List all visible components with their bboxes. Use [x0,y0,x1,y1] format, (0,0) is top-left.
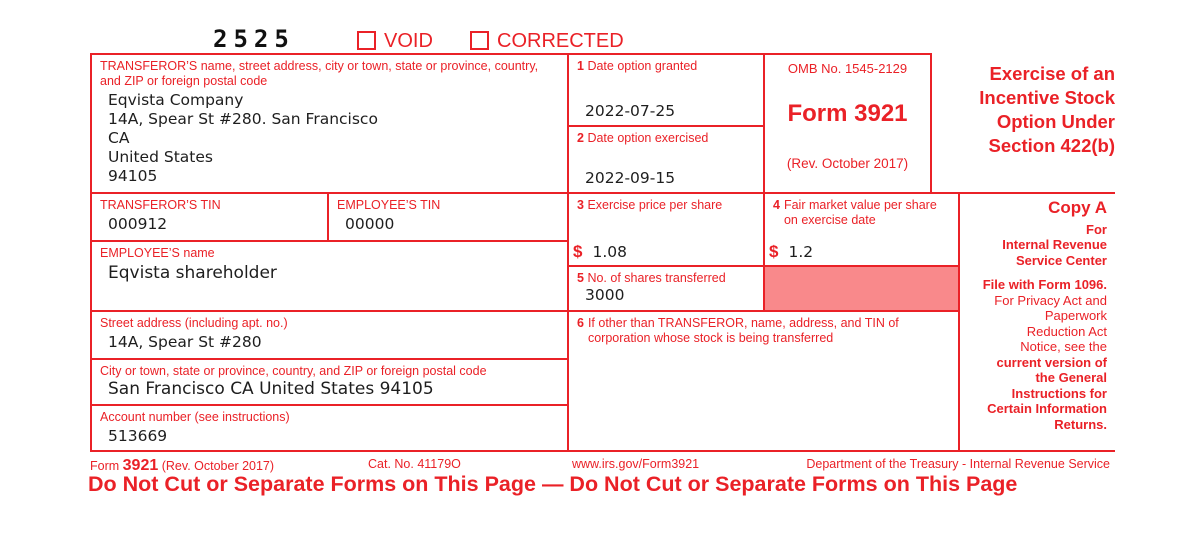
account-number-label: Account number (see instructions) [100,410,290,424]
copy-a-title: Copy A [1048,198,1107,217]
employee-tin-label: EMPLOYEE’S TIN [337,198,441,212]
transferor-tin-value: 000912 [108,215,168,233]
transferor-tin-box [90,192,329,242]
box5-shares-transferred [567,265,765,312]
footer-department: Department of the Treasury - Internal Revenue Service [806,457,1110,471]
city-label: City or town, state or province, country, and ZIP or foreign postal code [100,364,487,378]
box3-value: 1.08 [592,243,627,261]
transferor-address-value: Eqvista Company 14A, Spear St #280. San Francisco CA United States 94105 [108,91,378,185]
box5-label: No. of shares transferred [587,271,726,285]
copy-a-panel: Copy A For Internal Revenue Service Center File with Form 1096. For Privacy Act and Paperwork Reduction Act Notice, see the current version of the General Instructions for Certain Information Returns. [958,192,1115,452]
box1-label: Date option granted [587,59,698,73]
corrected-checkbox[interactable] [470,31,489,50]
box4-dollar-sign: $ [769,242,779,261]
box2-value: 2022-09-15 [585,169,676,187]
batch-number: 2525 [213,25,295,53]
shaded-cell [763,265,960,312]
form-revision: (Rev. October 2017) [786,156,909,171]
void-label: VOID [384,30,433,52]
box1-date-option-granted [567,53,765,127]
box3-dollar-sign: $ [573,242,583,261]
box4-number: 4 [773,198,780,212]
transferor-tin-label: TRANSFEROR’S TIN [100,198,221,212]
box5-number: 5 [577,271,584,285]
footer-form-number: 3921 [122,457,159,474]
employee-tin-box [327,192,569,242]
box3-number: 3 [577,198,584,212]
street-address-box [90,310,569,360]
employee-name-box [90,240,569,312]
box6-number: 6 [577,316,584,330]
box2-label: Date option exercised [587,131,709,145]
form-number-big: Form 3921 [787,100,908,127]
employee-name-label: EMPLOYEE’S name [100,246,215,260]
box1-value: 2022-07-25 [585,102,676,120]
box4-value: 1.2 [788,243,814,261]
employee-name-value: Eqvista shareholder [108,263,277,283]
street-address-label: Street address (including apt. no.) [100,316,288,330]
void-checkbox[interactable] [357,31,376,50]
omb-form-box [763,53,932,194]
city-box [90,358,569,406]
footer-form-ref: Form 3921 (Rev. October 2017) [90,457,275,474]
box6-other-corporation [567,310,960,452]
form-title: Exercise of an Incentive Stock Option Under Section 422(b) [979,63,1115,156]
box2-date-option-exercised [567,125,765,194]
box4-fair-market-value [763,192,960,267]
city-value: San Francisco CA United States 94105 [108,379,434,399]
street-address-value: 14A, Spear St #280 [108,333,262,351]
footer-cat-no: Cat. No. 41179O [368,457,461,471]
employee-tin-value: 00000 [345,215,395,233]
box5-value: 3000 [585,286,625,304]
box6-label: If other than TRANSFEROR, name, address, and TIN of corporation whose stock is being transferred [587,316,899,345]
account-number-value: 513669 [108,427,168,445]
footer-url[interactable]: www.irs.gov/Form3921 [572,457,700,471]
box1-number: 1 [577,59,584,73]
account-number-box [90,404,569,452]
transferor-address-box [90,53,569,194]
box3-exercise-price [567,192,765,267]
box4-label: Fair market value per share on exercise date [783,198,937,227]
do-not-cut-notice: Do Not Cut or Separate Forms on This Page — Do Not Cut or Separate Forms on This Page [88,472,1018,496]
corrected-label: CORRECTED [497,30,624,52]
box3-label: Exercise price per share [587,198,723,212]
omb-number: OMB No. 1545-2129 [787,61,908,76]
transferor-address-label: TRANSFEROR’S name, street address, city or town, state or province, country, and ZIP or foreign postal code [100,59,539,88]
file-with-1096: File with Form 1096. [982,277,1107,292]
box2-number: 2 [577,131,584,145]
